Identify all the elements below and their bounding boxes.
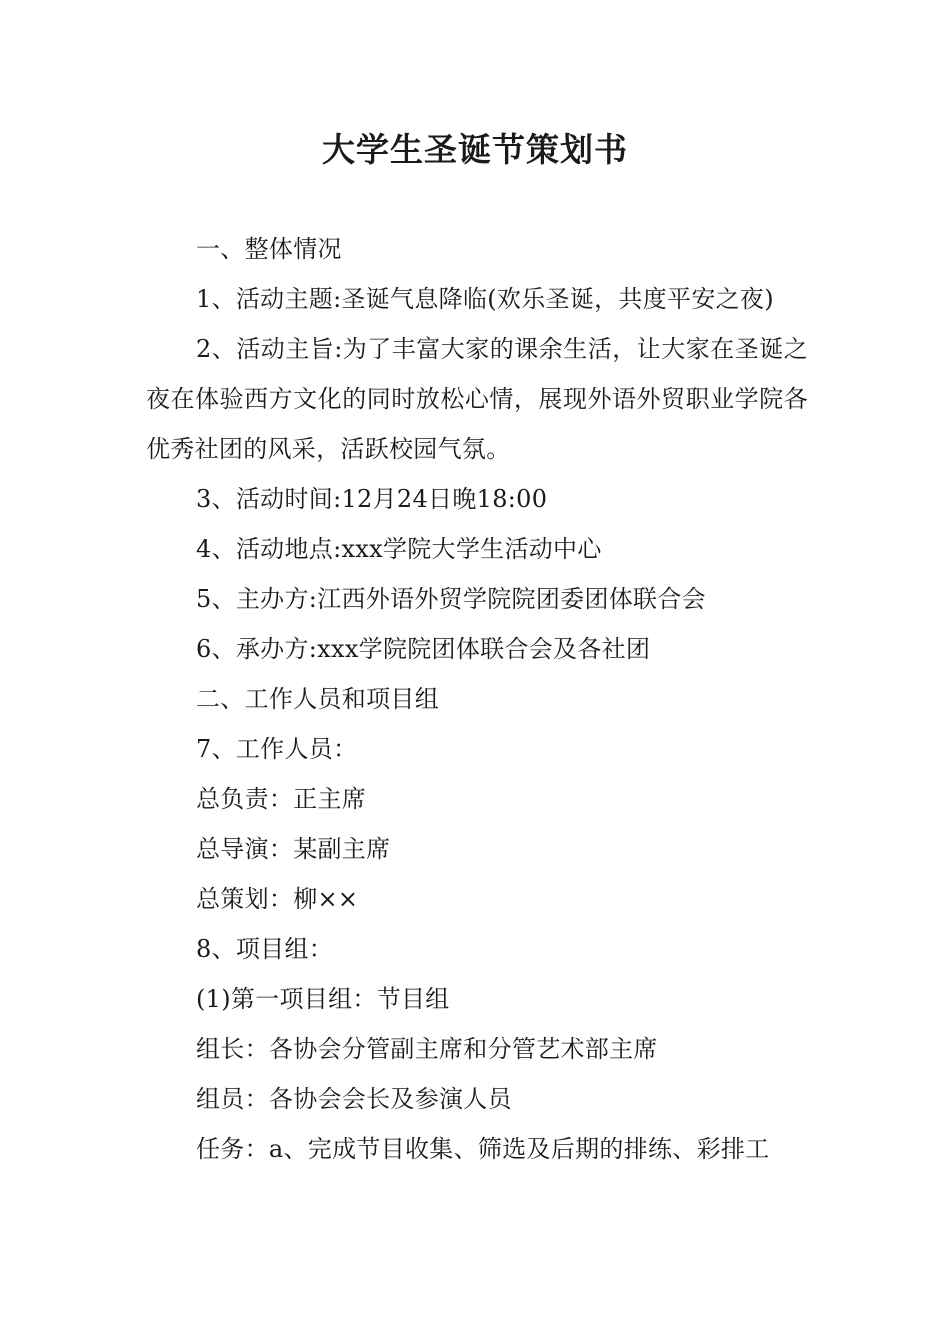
section-heading-overview: 一、整体情况 [196,235,342,263]
paragraph-general-planner: 总策划：柳×× [196,885,359,913]
paragraph-group-members: 组员：各协会会长及参演人员 [196,1085,512,1113]
paragraph-location: 4、活动地点:xxx学院大学生活动中心 [196,535,602,563]
paragraph-purpose: 2、活动主旨:为了丰富大家的课余生活，让大家在圣诞之夜在体验西方文化的同时放松心情，展现外语外贸职业学院各优秀社团的风采，活跃校园气氛。 [146,335,808,463]
paragraph-group-tasks: 任务：a、完成节目收集、筛选及后期的排练、彩排工 [196,1135,770,1163]
paragraph-organizer: 5、主办方:江西外语外贸学院院团委团体联合会 [196,585,706,613]
page-title: 大学生圣诞节策划书 [322,130,628,169]
paragraph-co-organizer: 6、承办方:xxx学院院团体联合会及各社团 [196,635,651,663]
paragraph-time: 3、活动时间:12月24日晚18:00 [196,485,548,513]
paragraph-staff: 7、工作人员： [196,735,358,763]
paragraph-theme: 1、活动主题:圣诞气息降临(欢乐圣诞，共度平安之夜) [196,285,774,313]
paragraph-group-leader: 组长：各协会分管副主席和分管艺术部主席 [196,1035,658,1063]
paragraph-project-groups: 8、项目组： [196,935,334,963]
paragraph-general-manager: 总负责：正主席 [196,785,367,813]
section-heading-staff: 二、工作人员和项目组 [196,685,439,713]
paragraph-group-one: (1)第一项目组：节目组 [196,985,450,1013]
document-body [146,224,808,1174]
paragraph-general-director: 总导演：某副主席 [196,835,391,863]
